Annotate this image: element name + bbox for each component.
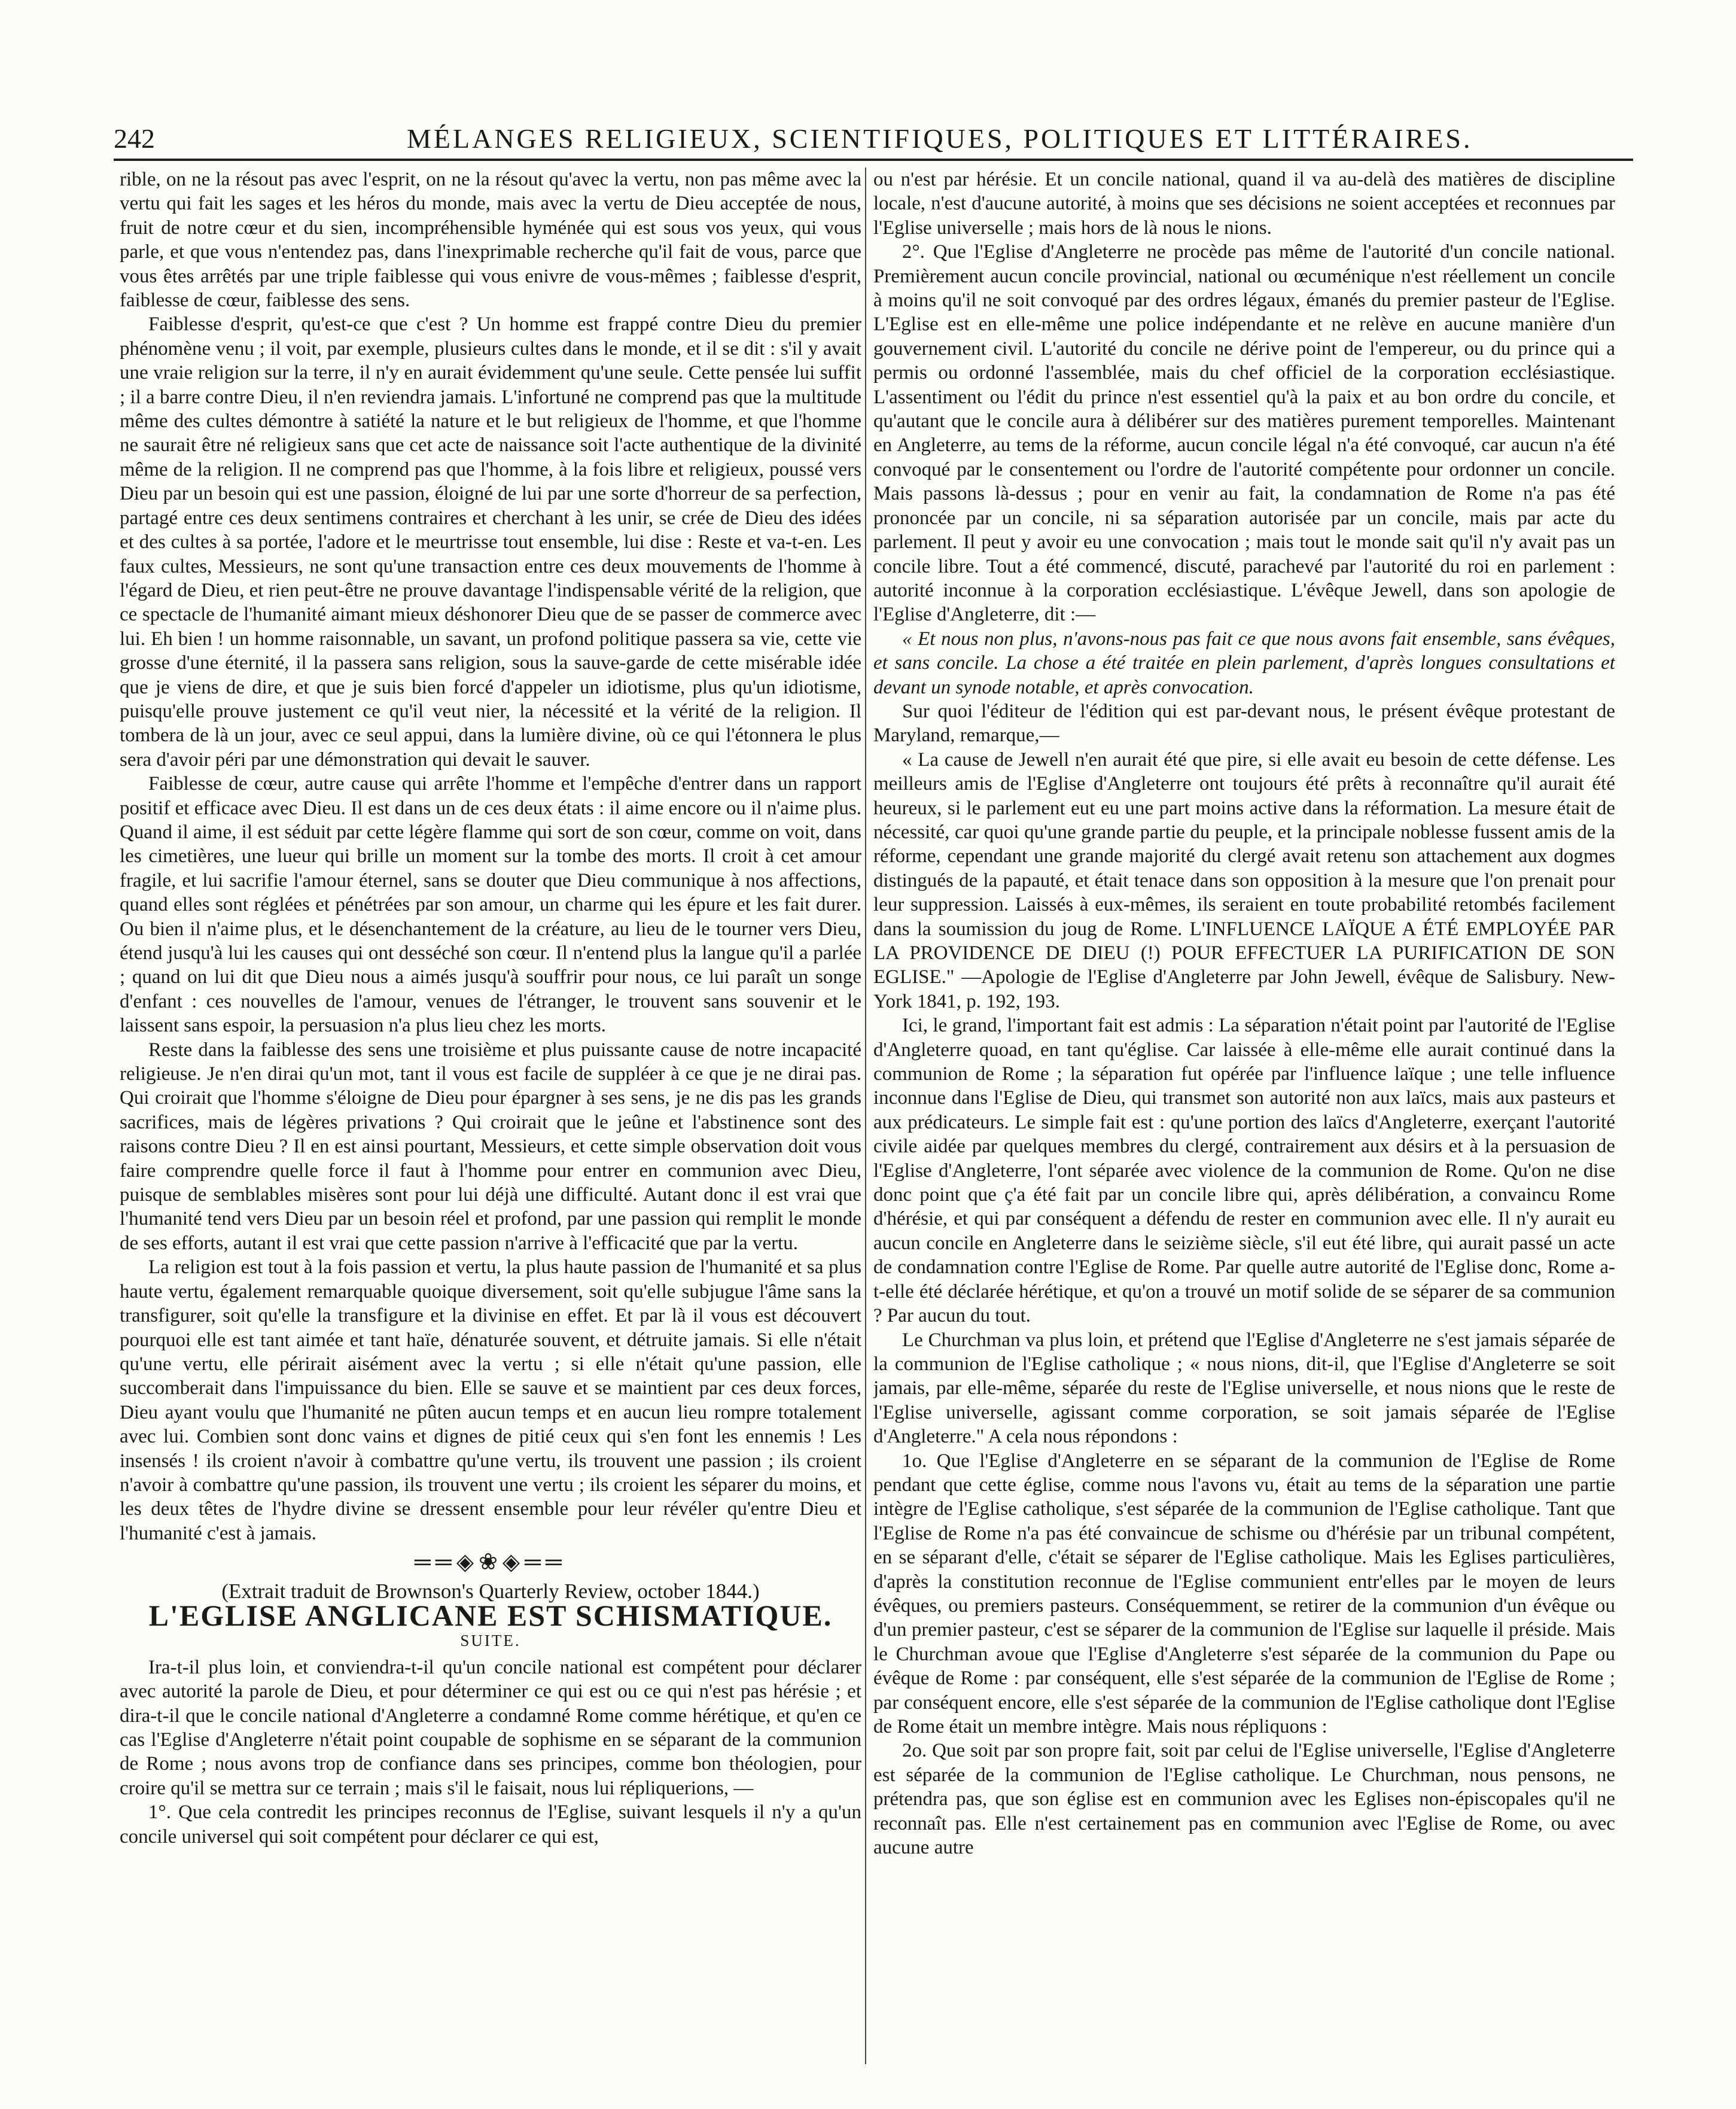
paragraph: 1o. Que l'Eglise d'Angleterre en se séparant de la communion de l'Eglise de Rome pendant que cette église, comme nous l'avons vu, était au tems de la séparation une partie intègre de l'Eglise catholique, s'est séparée de la communion de l'Eglise catholique. Tant que l'Eglise de Rome n'a pas été convaincue de schisme ou d'hérésie par un tribunal compétent, en se séparant d'elle, c'était se séparer de l'Eglise catholique. Mais les Eglises particulières, d'après la constitution reconnue de l'Eglise communient entr'elles par le moyen de leurs évêques, ou premiers pasteurs. Conséquemment, se retirer de la communion d'un évêque ou d'un premier pasteur, c'est se séparer de la communion de l'Eglise sur laquelle il préside. Mais le Churchman avoue que l'Eglise d'Angleterre s'est séparée de la communion du Pape ou évêque de Rome : par conséquent, elle s'est séparée de la communion de l'Eglise de Rome ; par conséquent encore, elle s'est séparée de la communion de l'Eglise catholique dont l'Eglise de Rome était un membre intègre. Mais nous répliquons :	[873, 1450, 1615, 1737]
paragraph: rible, on ne la résout pas avec l'esprit, on ne la résout qu'avec la vertu, non pas même avec la vertu qui fait les sages et les héros du monde, mais avec la vertu de Dieu acceptée de nous, fruit de notre cœur et du sien, incompréhensible hyménée qui est sous vos yeux, qui vous parle, et que vous n'entendez pas, dans l'inexprimable recherche qu'il fait de vous, parce que vous êtes arrêtés par une triple faiblesse qui vous enivre de vous-mêmes ; faiblesse d'esprit, faiblesse de cœur, faiblesse des sens.	[120, 169, 861, 312]
continuation-label: SUITE.	[460, 1632, 521, 1650]
right-column	[873, 168, 1615, 2061]
column-divider	[865, 168, 866, 2064]
paragraph: Ira-t-il plus loin, et conviendra-t-il qu'un concile national est compétent pour déclarer avec autorité la parole de Dieu, et pour déterminer ce qui est ou ce qui n'est pas hérésie ; et dira-t-il que le concile national d'Angleterre a condamné Rome comme hérétique, et qu'en ce cas l'Eglise d'Angleterre n'était point coupable de sophisme en se séparant de la communion de Rome ; nous avons trop de confiance dans ses principes, comme bon théologien, pour croire qu'il se mettra sur ce terrain ; mais s'il le faisait, nous lui répliquerions, —	[120, 1656, 861, 1799]
paragraph: 1°. Que cela contredit les principes reconnus de l'Eglise, suivant lesquels il n'y a qu'un concile universel qui soit compétent pour déclarer ce qui est,	[120, 1801, 861, 1848]
ornamental-separator: ══◈❀◈══	[415, 1550, 567, 1575]
page-number: 242	[114, 123, 155, 154]
paragraph: ou n'est par hérésie. Et un concile national, quand il va au-delà des matières de discipline locale, n'est d'aucune autorité, à moins que ses décisions ne soient acceptées et reconnues par l'Eglise universelle ; mais hors de là nous le nions.	[873, 169, 1615, 239]
running-title: MÉLANGES RELIGIEUX, SCIENTIFIQUES, POLITIQUES ET LITTÉRAIRES.	[407, 123, 1473, 154]
paragraph: Reste dans la faiblesse des sens une troisième et plus puissante cause de notre incapacité religieuse. Je n'en dirai qu'un mot, tant il vous est facile de suppléer à ce que je ne dirai pas. Qui croirait que l'homme s'éloigne de Dieu pour épargner à ses sens, je ne dis pas les grands sacrifices, mais de légères privations ? Qui croirait que le jeûne et l'abstinence sont des raisons contre Dieu ? Il en est ainsi pourtant, Messieurs, et cette simple observation doit vous faire comprendre quelle force il faut à l'homme pour entrer en communion avec Dieu, puisque de semblables misères sont pour lui déjà une difficulté. Autant donc il est vrai que l'humanité tend vers Dieu par un besoin réel et profond, par une passion qui remplit le monde de ses efforts, autant il est vrai que cette passion n'arrive à l'efficacité que par la vertu.	[120, 1039, 861, 1254]
paragraph: Faiblesse d'esprit, qu'est-ce que c'est ? Un homme est frappé contre Dieu du premier phénomène venu ; il voit, par exemple, plusieurs cultes dans le monde, et il se dit : s'il y avait une vraie religion sur la terre, il n'y en aurait évidemment qu'une seule. Cette pensée lui suffit ; il a barre contre Dieu, il n'en reviendra jamais. L'infortuné ne comprend pas que la multitude même des cultes démontre à satiété la nature et le but religieux de l'homme, et que l'homme ne saurait être né religieux sans que cet acte de naissance soit l'acte authentique de la divinité même de la religion. Il ne comprend pas que l'homme, à la fois libre et religieux, poussé vers Dieu par un besoin qui est une passion, éloigné de lui par une sorte d'horreur de sa perfection, partagé entre ces deux sentimens contraires et cherchant à les unir, se crée de Dieu des idées et des cultes à sa portée, l'adore et le meurtrisse tout ensemble, lui dise : Reste et va-t-en. Les faux cultes, Messieurs, ne sont qu'une transaction entre ces deux mouvements de l'homme à l'égard de Dieu, et rien peut-être ne prouve davantage l'indispensable vérité de la religion, que ce spectacle de l'humanité aimant mieux déshonorer Dieu que de se passer de commerce avec lui. Eh bien ! un homme raisonnable, un savant, un profond politique passera sa vie, cette vie grosse d'une éternité, il la passera sans religion, sous la sauve-garde de cette misérable idée que je viens de dire, et que je suis bien forcé d'appeler un idiotisme, plus qu'un idiotisme, puisqu'elle prouve justement ce qu'il veut nier, la nécessité et la vérité de la religion. Il tombera de là un jour, avec ce seul appui, dans la lumière divine, où ce qui l'étonnera le plus sera d'avoir péri par une démonstration qui devait le sauver.	[120, 314, 861, 771]
paragraph: Ici, le grand, l'important fait est admis : La séparation n'était point par l'autorité de l'Eglise d'Angleterre quoad, en tant qu'église. Car laissée à elle-même elle aurait continué dans la communion de Rome ; la séparation fut opérée par l'influence laïque ; une telle influence inconnue dans l'Eglise de Dieu, qui transmet son autorité non aux laïcs, mais aux pasteurs et aux prédicateurs. Le simple fait est : qu'une portion des laïcs d'Angleterre, exerçant l'autorité civile aidée par quelques membres du clergé, contrairement aux désirs et à la persuasion de l'Eglise d'Angleterre, l'ont séparée avec violence de la communion de Rome. Qu'on ne dise donc point que ç'a été fait par un concile libre qui, après délibération, a convaincu Rome d'hérésie, et qui par conséquent a défendu de rester en communion avec elle. Il n'y aurait eu aucun concile en Angleterre dans le seizième siècle, s'il eut été libre, qui aurait passé un acte de condamnation contre l'Eglise de Rome. Par quelle autre autorité de l'Eglise donc, Rome a-t-elle été déclarée hérétique, et qu'on a trouvé un motif solide de se séparer de sa communion ? Par aucun du tout.	[873, 1015, 1615, 1327]
page-header	[114, 123, 1633, 161]
quotation: « Et nous non plus, n'avons-nous pas fait ce que nous avons fait ensemble, sans évêques, et sans concile. La chose a été traitée en plein parlement, d'après longues consultations et devant un synode notable, et après convocation.	[873, 628, 1615, 698]
quotation: « La cause de Jewell n'en aurait été que pire, si elle avait eu besoin de cette défense. Les meilleurs amis de l'Eglise d'Angleterre ont toujours été prêts à reconnaître qu'il aurait été heureux, si le parlement eut eu une part moins active dans la réformation. La mesure était de nécessité, car quoi qu'une grande partie du peuple, et la principale noblesse fussent amis de la réforme, cependant une grande majorité du clergé avait retenu son attachement aux dogmes distingués de la papauté, et était tenace dans son opposition à la mesure que l'on prenait pour leur suppression. Laissés à eux-mêmes, ils seraient en toute probabilité retombés facilement dans la soumission du joug de Rome. L'INFLUENCE LAÏQUE A ÉTÉ EMPLOYÉE PAR LA PROVIDENCE DE DIEU (!) POUR EFFECTUER LA PURIFICATION DE SON EGLISE." —Apologie de l'Eglise d'Angleterre par John Jewell, évêque de Salisbury. New-York 1841, p. 192, 193.	[873, 748, 1615, 1012]
article-source: (Extrait traduit de Brownson's Quarterly Review, october 1844.)	[221, 1579, 760, 1603]
paragraph: 2o. Que soit par son propre fait, soit par celui de l'Eglise universelle, l'Eglise d'Angleterre est séparée de la communion de l'Eglise catholique. Le Churchman, nous pensons, ne prétendra pas, que son église est en communion avec les Eglises non-épiscopales qu'il ne reconnaît pas. Elle n'est certainement pas en communion avec l'Eglise de Rome, ou avec aucune autre	[873, 1740, 1615, 1859]
article-title: L'EGLISE ANGLICANE EST SCHISMATIQUE.	[148, 1598, 833, 1632]
paragraph: Faiblesse de cœur, autre cause qui arrête l'homme et l'empêche d'entrer dans un rapport positif et efficace avec Dieu. Il est dans un de ces deux états : il aime encore ou il n'aime plus. Quand il aime, il est séduit par cette légère flamme qui sort de son cœur, comme on voit, dans les cimetières, une lueur qui brille un moment sur la tombe des morts. Il croit à cet amour fragile, et lui sacrifie l'amour éternel, sans se douter que Dieu communique à nos affections, quand elles sont réglées et pénétrées par son amour, un charme qui les épure et les fait durer. Ou bien il n'aime plus, et le désenchantement de la créature, au lieu de le tourner vers Dieu, étend jusqu'à lui les causes qui ont desséché son cœur. Il n'entend plus la langue qu'il a parlée ; quand on lui dit que Dieu nous a aimés jusqu'à souffrir pour nous, ce lui paraît un songe d'enfant : ces nouvelles de l'amour, venues de l'étranger, le trouvent sans souvenir et le laissent sans espoir, la persuasion n'a plus lieu chez les morts.	[120, 773, 861, 1037]
paragraph: La religion est tout à la fois passion et vertu, la plus haute passion de l'humanité et sa plus haute vertu, également remarquable quoique diversement, soit qu'elle subjugue l'âme sans la transfigurer, soit qu'elle la transfigure et la divinise en effet. Et par là il vous est découvert pourquoi elle est tant aimée et tant haïe, dénaturée souvent, et détruite jamais. Si elle n'était qu'une vertu, elle périrait aisément avec la vertu ; si elle n'était qu'une passion, elle succomberait dans l'impuissance du bien. Elle se sauve et se maintient par ces deux forces, Dieu ayant voulu que l'humanité ne pûten aucun temps et en aucun lieu rompre totalement avec lui. Combien sont donc vains et dignes de pitié ceux qui s'en font les ennemis ! Les insensés ! ils croient n'avoir à combattre qu'une vertu, ils trouvent une passion ; ils croient n'avoir à combattre qu'une passion, ils trouvent une vertu ; ils croient les séparer du moins, et les deux têtes de l'hydre divine se dressent ensemble pour leur révéler qu'entre Dieu et l'humanité c'est à jamais.	[120, 1256, 861, 1544]
paragraph: 2°. Que l'Eglise d'Angleterre ne procède pas même de l'autorité d'un concile national. Premièrement aucun concile provincial, national ou œcuménique n'est réellement un concile à moins qu'il ne soit convoqué par des ordres légaux, émanés du premier pasteur de l'Eglise. L'Eglise est en elle-même une police indépendante et ne relève en aucune manière d'un gouvernement civil. L'autorité du concile ne dérive point de l'empereur, ou du prince qui a permis ou ordonné l'assemblée, mais du chef officiel de la corporation ecclésiastique. L'assentiment ou l'édit du prince n'est essentiel qu'à la paix et au bon ordre du concile, et qu'autant que le concile aura à délibérer sur des matières purement temporelles. Maintenant en Angleterre, au tems de la réforme, aucun concile légal n'a été convoqué, car aucun n'a été convoqué par le consentement ou l'ordre de l'autorité compétente pour ordonner un concile. Mais passons là-dessus ; pour en venir au fait, la condamnation de Rome n'a pas été prononcée par un concile, ni sa séparation autorisée par un concile, mais par acte du parlement. Il peut y avoir eu une convocation ; mais tout le monde sait qu'il n'y avait pas un concile libre. Tout a été commencé, discuté, parachevé par l'autorité du roi en parlement : autorité inconnue à la corporation ecclésiastique. L'évêque Jewell, dans son apologie de l'Eglise d'Angleterre, dit :—	[873, 241, 1615, 626]
left-column	[120, 168, 861, 2061]
paragraph: Sur quoi l'éditeur de l'édition qui est par-devant nous, le présent évêque protestant de Maryland, remarque,—	[873, 700, 1615, 747]
paragraph: Le Churchman va plus loin, et prétend que l'Eglise d'Angleterre ne s'est jamais séparée de la communion de l'Eglise catholique ; « nous nions, dit-il, que l'Eglise d'Angleterre se soit jamais, par elle-même, séparée du reste de l'Eglise universelle, et nous nions que le reste de l'Eglise universelle, agissant comme corporation, se soit jamais séparée de l'Eglise d'Angleterre." A cela nous répondons :	[873, 1329, 1615, 1448]
